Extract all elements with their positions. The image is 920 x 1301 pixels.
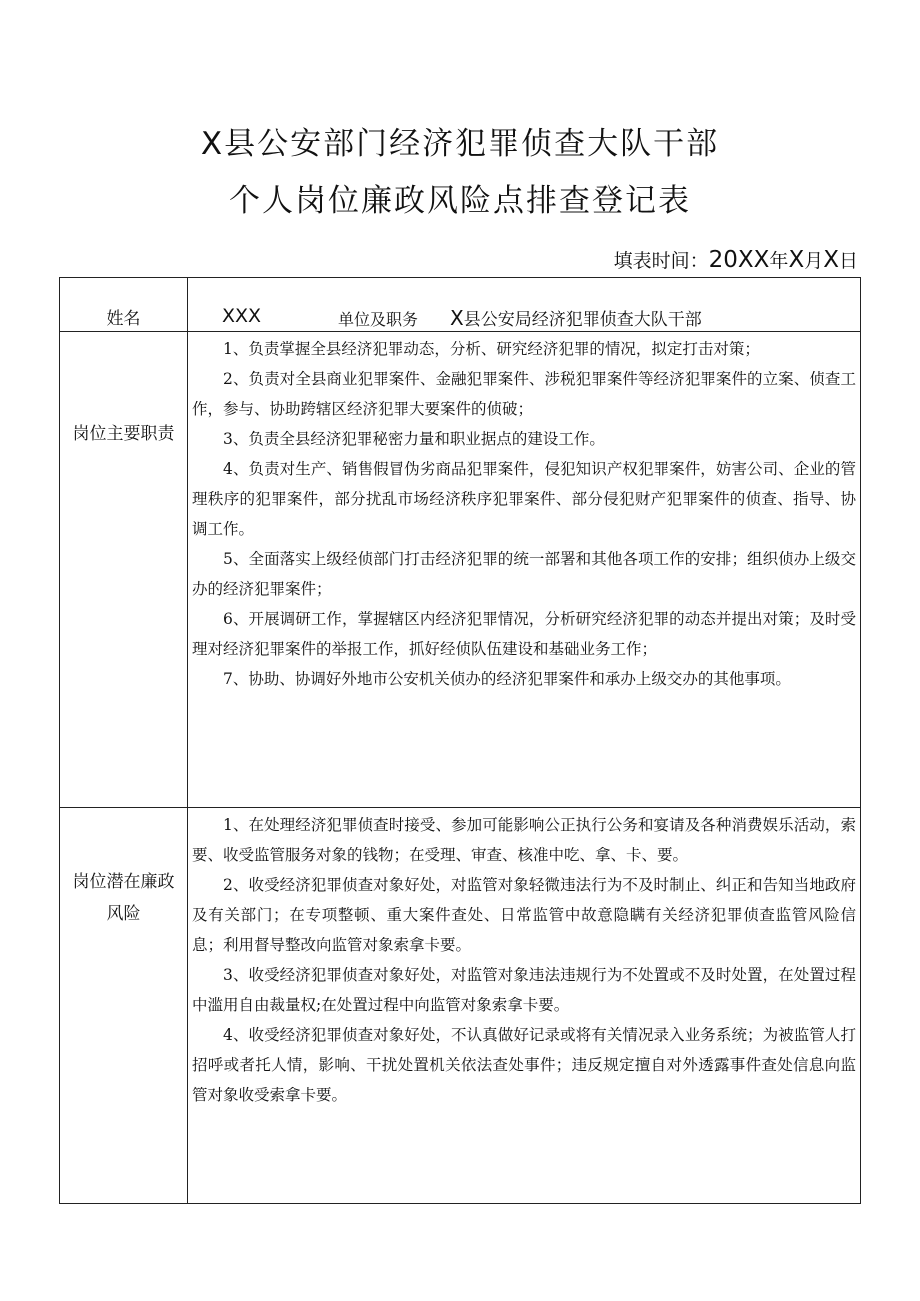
- name-label: 姓名: [60, 278, 188, 332]
- duty-item: 4、负责对生产、销售假冒伪劣商品犯罪案件，侵犯知识产权犯罪案件，妨害公司、企业的管理秩序的犯罪案件，部分扰乱市场经济秩序犯罪案件、部分侵犯财产犯罪案件的侦查、指导、协调工作。: [192, 460, 856, 538]
- fill-date-month-unit: 月: [804, 250, 824, 272]
- unit-position-label: 单位及职务: [338, 310, 419, 329]
- duties-list: [188, 332, 860, 694]
- unit-value-rest: 县公安局经济犯罪侦查大队干部: [463, 310, 702, 330]
- duties-label-cell: [60, 332, 188, 808]
- duty-item: 2、负责对全县商业犯罪案件、金融犯罪案件、涉税犯罪案件等经济犯罪案件的立案、侦查工作，参与、协助跨辖区经济犯罪大要案件的侦破；: [192, 370, 856, 418]
- fill-date-day-unit: 日: [838, 250, 858, 272]
- duties-content-cell: [188, 332, 861, 808]
- duty-item: 1、负责掌握全县经济犯罪动态，分析、研究经济犯罪的情况，拟定打击对策；: [223, 340, 760, 358]
- fill-date-label: 填表时间：: [613, 250, 709, 272]
- table-row: [60, 278, 861, 332]
- unit-value-prefix: X: [450, 306, 464, 330]
- risks-list: [188, 808, 860, 1110]
- name-value: XXX: [222, 305, 262, 327]
- risk-item: 4、收受经济犯罪侦查对象好处，不认真做好记录或将有关情况录入业务系统；为被监管人打招呼或者托人情，影响、干扰处置机关依法查处事件；违反规定擅自对外透露事件查处信息向监管对象收受索拿卡要。: [192, 1026, 856, 1104]
- risk-item: 1、在处理经济犯罪侦查时接受、参加可能影响公正执行公务和宴请及各种消费娱乐活动，索要、收受监管服务对象的钱物；在受理、审查、核准中吃、拿、卡、要。: [192, 816, 856, 864]
- unit-position-value: [450, 305, 702, 330]
- registration-form-table: [59, 277, 861, 1204]
- document-title-line2: 个人岗位廉政风险点排查登记表: [229, 183, 691, 219]
- duty-item: 5、全面落实上级经侦部门打击经济犯罪的统一部署和其他各项工作的安排；组织侦办上级交办的经济犯罪案件；: [192, 550, 856, 598]
- duty-item: 6、开展调研工作，掌握辖区内经济犯罪情况，分析研究经济犯罪的动态并提出对策；及时受理对经济犯罪案件的举报工作，抓好经侦队伍建设和基础业务工作；: [192, 610, 856, 658]
- table-row: [60, 808, 861, 1204]
- risk-item: 3、收受经济犯罪侦查对象好处，对监管对象违法违规行为不处置或不及时处置，在处置过程中滥用自由裁量权;在处置过程中向监管对象索拿卡要。: [192, 966, 856, 1014]
- risks-label-cell: [60, 808, 188, 1204]
- table-row: [60, 332, 861, 808]
- risk-item: 2、收受经济犯罪侦查对象好处，对监管对象轻微违法行为不及时制止、纠正和告知当地政府及有关部门；在专项整顿、重大案件查处、日常监管中故意隐瞒有关经济犯罪侦查监管风险信息；利用督导整改向监管对象索拿卡要。: [192, 876, 856, 954]
- duty-item: 7、协助、协调好外地市公安机关侦办的经济犯罪案件和承办上级交办的其他事项。: [223, 670, 791, 688]
- risks-content-cell: [188, 808, 861, 1204]
- risks-label: 岗位潜在廉政风险: [72, 872, 175, 924]
- fill-date: [614, 246, 858, 273]
- fill-date-day: X: [823, 247, 839, 273]
- document-title-line1: X县公安部门经济犯罪侦查大队干部: [200, 126, 720, 162]
- duties-label: 岗位主要职责: [72, 424, 175, 444]
- fill-date-year: 20XX: [708, 247, 770, 273]
- fill-date-month: X: [788, 247, 805, 273]
- name-unit-cell: [188, 278, 861, 332]
- duty-item: 3、负责全县经济犯罪秘密力量和职业据点的建设工作。: [223, 430, 605, 448]
- fill-date-year-unit: 年: [769, 250, 789, 272]
